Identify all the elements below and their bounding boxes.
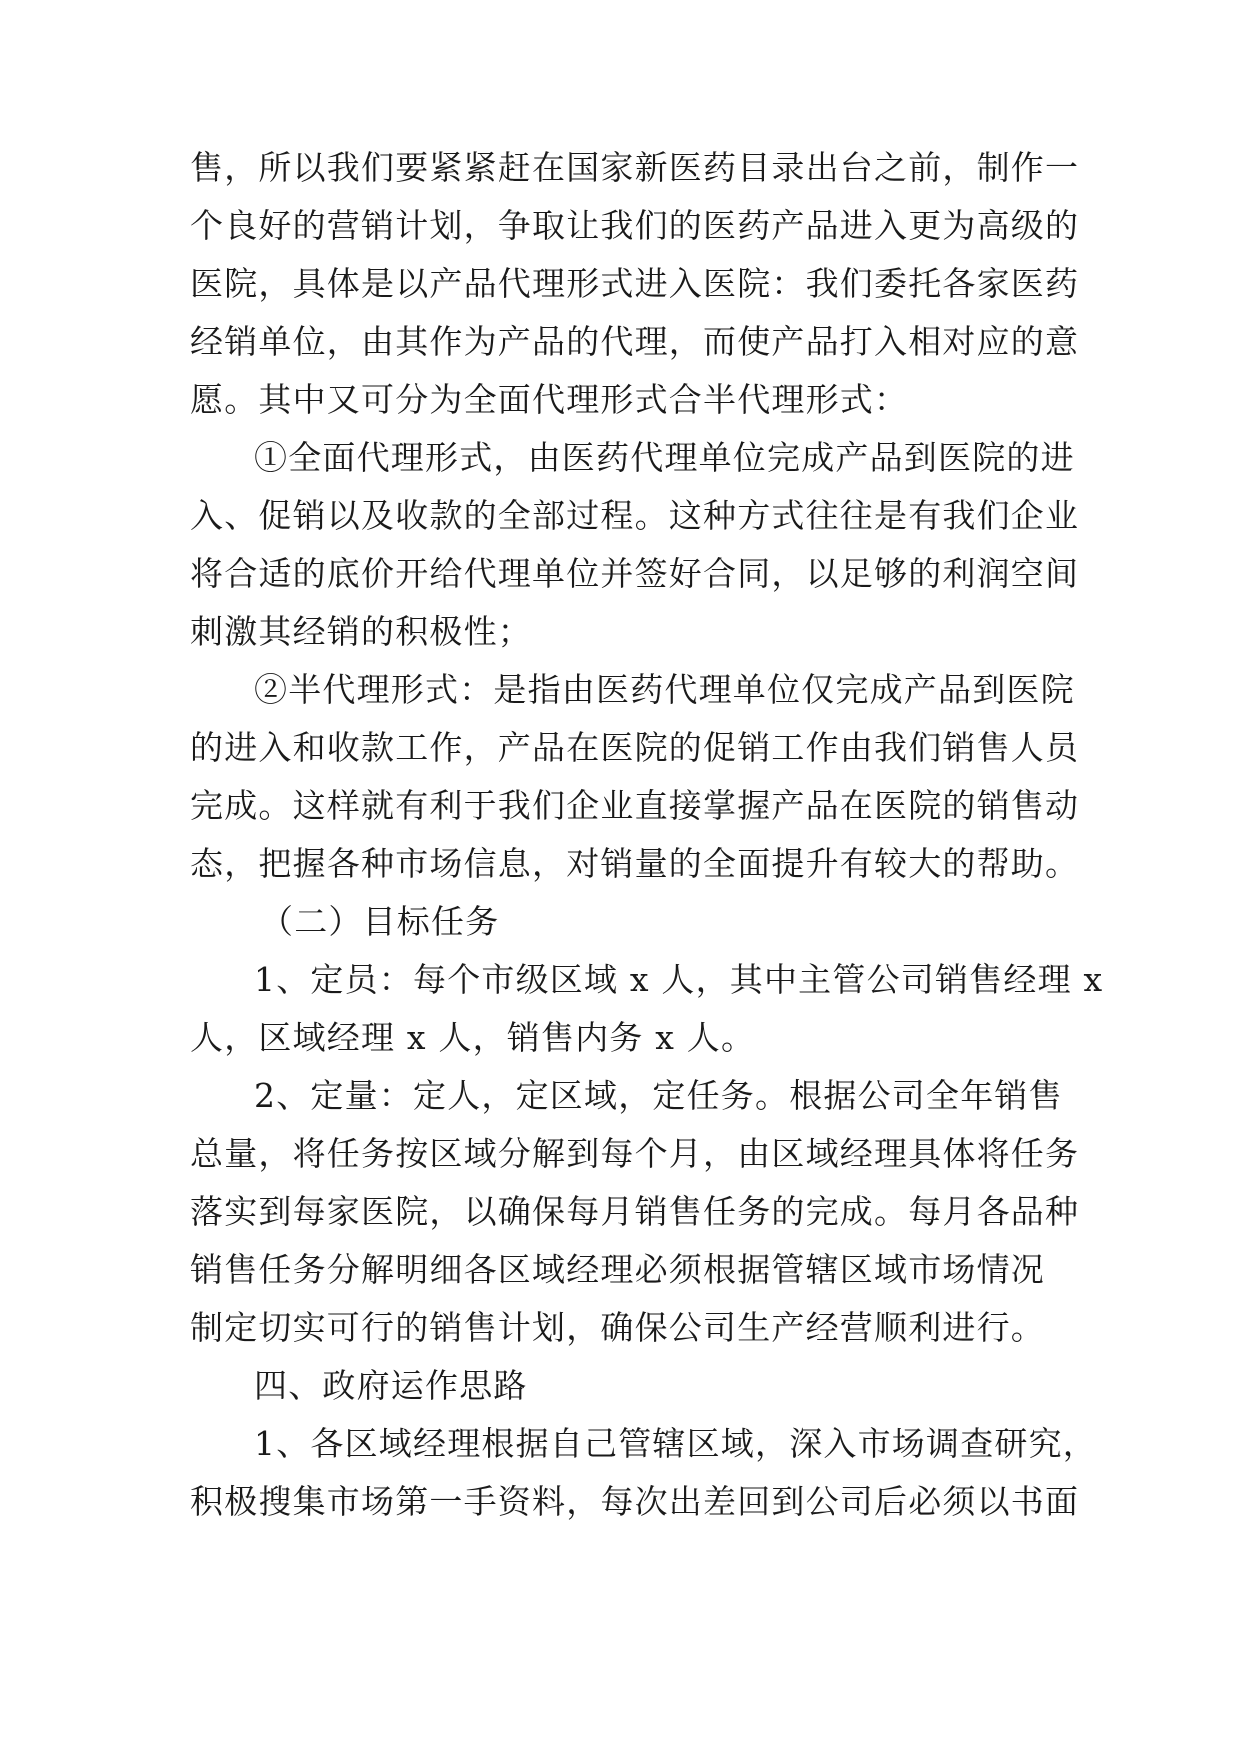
text-line-7: 入、促销以及收款的全部过程。这种方式往往是有我们企业 (190, 496, 1080, 535)
text-line-19: 落实到每家医院，以确保每月销售任务的完成。每月各品种 (190, 1192, 1080, 1231)
text-line-3: 医院，具体是以产品代理形式进入医院：我们委托各家医药 (190, 264, 1080, 303)
text-line-11: 的进入和收款工作，产品在医院的促销工作由我们销售人员 (190, 728, 1080, 767)
text-line-12: 完成。这样就有利于我们企业直接掌握产品在医院的销售动 (190, 786, 1080, 825)
text-line-24: 积极搜集市场第一手资料，每次出差回到公司后必须以书面 (190, 1482, 1080, 1521)
text-line-10: ②半代理形式：是指由医药代理单位仅完成产品到医院 (254, 670, 1075, 709)
text-line-1: 售，所以我们要紧紧赶在国家新医药目录出台之前，制作一 (190, 148, 1080, 187)
text-line-20: 销售任务分解明细各区域经理必须根据管辖区域市场情况 (190, 1250, 1045, 1289)
section-heading-targets: （二）目标任务 (260, 902, 500, 941)
text-line-18: 总量，将任务按区域分解到每个月，由区域经理具体将任务 (190, 1134, 1080, 1173)
text-line-13: 态，把握各种市场信息，对销量的全面提升有较大的帮助。 (190, 844, 1080, 883)
text-line-21: 制定切实可行的销售计划，确保公司生产经营顺利进行。 (190, 1308, 1045, 1347)
text-line-2: 个良好的营销计划，争取让我们的医药产品进入更为高级的 (190, 206, 1080, 245)
text-line-23: 1、各区域经理根据自己管辖区域，深入市场调查研究， (254, 1424, 1097, 1463)
text-line-5: 愿。其中又可分为全面代理形式合半代理形式： (190, 380, 909, 419)
text-line-8: 将合适的底价开给代理单位并签好合同，以足够的利润空间 (190, 554, 1080, 593)
text-line-9: 刺激其经销的积极性； (190, 612, 532, 651)
text-line-17: 2、定量：定人，定区域，定任务。根据公司全年销售 (254, 1076, 1063, 1115)
text-line-16: 人，区域经理 x 人，销售内务 x 人。 (190, 1018, 756, 1057)
section-heading-government: 四、政府运作思路 (254, 1366, 528, 1405)
text-line-6: ①全面代理形式，由医药代理单位完成产品到医院的进 (254, 438, 1075, 477)
text-line-15: 1、定员：每个市级区域 x 人，其中主管公司销售经理 x (254, 960, 1104, 999)
text-line-4: 经销单位，由其作为产品的代理，而使产品打入相对应的意 (190, 322, 1080, 361)
